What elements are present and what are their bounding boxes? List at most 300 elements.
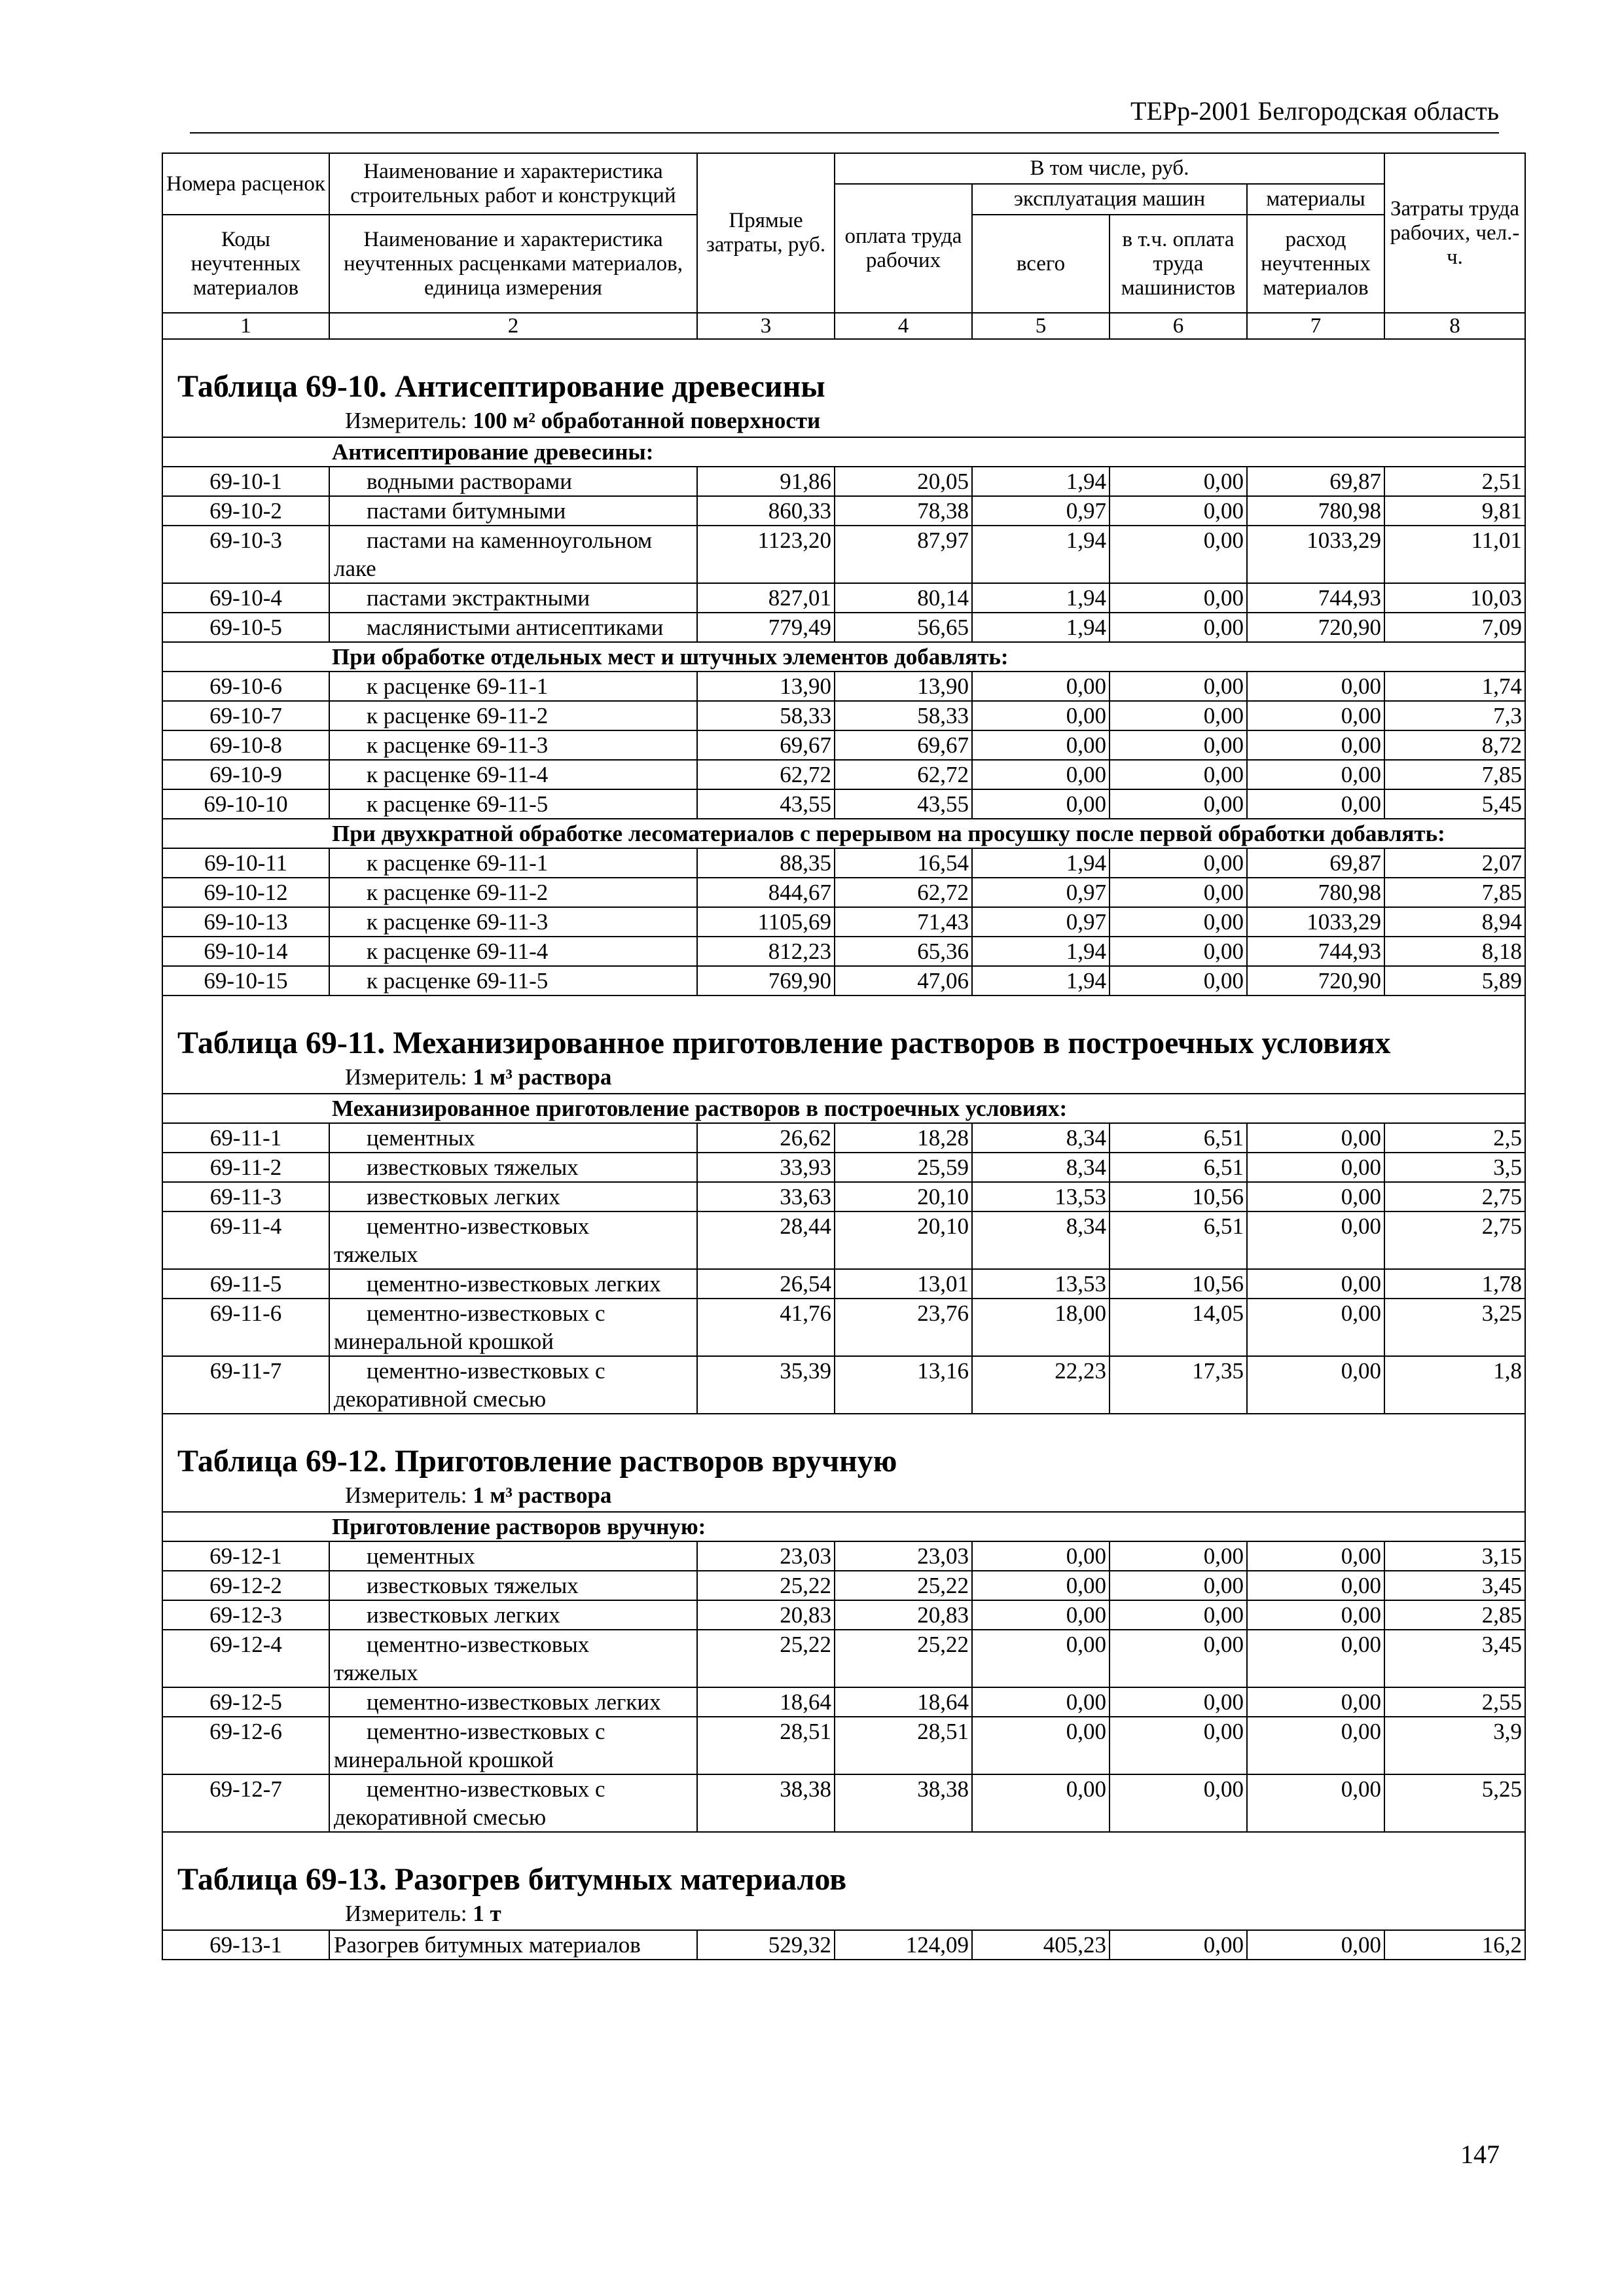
- value-cell: 25,22: [697, 1571, 835, 1600]
- value-cell: 18,64: [697, 1687, 835, 1717]
- value-cell: 62,72: [697, 760, 835, 789]
- table-row: [162, 1571, 1525, 1600]
- value-cell: 5,45: [1384, 789, 1525, 819]
- rate-code: 69-10-15: [162, 966, 329, 996]
- rate-code: 69-10-3: [162, 526, 329, 583]
- value-cell: 26,62: [697, 1123, 835, 1153]
- table-title-row: [162, 1414, 1525, 1512]
- rate-name: [329, 467, 697, 496]
- header-col3: Прямые затраты, руб.: [697, 153, 835, 313]
- value-cell: 844,67: [697, 878, 835, 907]
- value-cell: 41,76: [697, 1299, 835, 1356]
- value-cell: 20,10: [835, 1182, 972, 1211]
- value-cell: 65,36: [835, 937, 972, 966]
- rate-code: 69-11-4: [162, 1211, 329, 1269]
- table-row: [162, 1211, 1525, 1269]
- table-row: [162, 1123, 1525, 1153]
- value-cell: 58,33: [835, 701, 972, 730]
- rate-code: 69-10-12: [162, 878, 329, 907]
- rate-code: 69-10-14: [162, 937, 329, 966]
- rate-name-line: тяжелых: [334, 1660, 418, 1685]
- value-cell: 13,53: [972, 1182, 1110, 1211]
- table-row: [162, 467, 1525, 496]
- rate-name: [329, 937, 697, 966]
- rate-name: [329, 1774, 697, 1832]
- table-title: Таблица 69-13. Разогрев битумных материалов: [177, 1862, 847, 1897]
- value-cell: 0,00: [1110, 1571, 1247, 1600]
- value-cell: 0,00: [1110, 730, 1247, 760]
- rate-name: [329, 1687, 697, 1717]
- header-materials: материалы: [1247, 184, 1384, 215]
- value-cell: 0,00: [1247, 1930, 1384, 1960]
- value-cell: 69,87: [1247, 467, 1384, 496]
- value-cell: 20,83: [835, 1600, 972, 1630]
- rate-name: [329, 1182, 697, 1211]
- section-heading: При двухкратной обработке лесоматериалов с перерывом на просушку после первой обработки добавлять:: [329, 819, 1525, 848]
- measure-label: Измеритель:: [345, 408, 467, 433]
- measure-label: Измеритель:: [345, 1901, 467, 1926]
- value-cell: 22,23: [972, 1356, 1110, 1414]
- value-cell: 20,10: [835, 1211, 972, 1269]
- table-row: [162, 1930, 1525, 1960]
- rate-name: [329, 966, 697, 996]
- value-cell: 2,07: [1384, 848, 1525, 878]
- section-heading: Приготовление растворов вручную:: [329, 1512, 1525, 1541]
- rate-name-line: минеральной крошкой: [334, 1747, 554, 1772]
- value-cell: 0,00: [972, 1774, 1110, 1832]
- value-cell: 0,00: [972, 672, 1110, 701]
- table-row: [162, 730, 1525, 760]
- rate-code: 69-10-6: [162, 672, 329, 701]
- value-cell: 8,18: [1384, 937, 1525, 966]
- table-row: [162, 1774, 1525, 1832]
- value-cell: 0,00: [1247, 1541, 1384, 1571]
- value-cell: 69,67: [835, 730, 972, 760]
- value-cell: 5,25: [1384, 1774, 1525, 1832]
- rate-code: 69-12-4: [162, 1630, 329, 1687]
- table-title: Таблица 69-11. Механизированное приготовление растворов в построечных условиях: [177, 1026, 1391, 1060]
- value-cell: 405,23: [972, 1930, 1110, 1960]
- table-row: [162, 613, 1525, 642]
- value-cell: 43,55: [835, 789, 972, 819]
- value-cell: 0,00: [1247, 760, 1384, 789]
- rate-name-line: пастами битумными: [367, 498, 566, 524]
- rate-name-line: известковых тяжелых: [367, 1155, 579, 1180]
- rate-name: [329, 1541, 697, 1571]
- value-cell: 35,39: [697, 1356, 835, 1414]
- rate-code: 69-11-2: [162, 1153, 329, 1182]
- value-cell: 827,01: [697, 583, 835, 613]
- value-cell: 1,74: [1384, 672, 1525, 701]
- section-blank-cell: [162, 1512, 329, 1541]
- value-cell: 2,75: [1384, 1211, 1525, 1269]
- value-cell: 0,00: [1247, 1630, 1384, 1687]
- value-cell: 25,22: [697, 1630, 835, 1687]
- value-cell: 28,44: [697, 1211, 835, 1269]
- header-col8: Затраты труда рабочих, чел.-ч.: [1384, 153, 1525, 313]
- value-cell: 17,35: [1110, 1356, 1247, 1414]
- rate-code: 69-10-11: [162, 848, 329, 878]
- value-cell: 7,85: [1384, 878, 1525, 907]
- rate-code: 69-11-7: [162, 1356, 329, 1414]
- rate-code: 69-12-3: [162, 1600, 329, 1630]
- rate-name-line: цементно-известковых: [367, 1632, 590, 1657]
- rate-code: 69-10-5: [162, 613, 329, 642]
- value-cell: 3,45: [1384, 1571, 1525, 1600]
- header-col4: оплата труда рабочих: [835, 184, 972, 313]
- rate-name-line: маслянистыми антисептиками: [367, 615, 664, 640]
- value-cell: 28,51: [697, 1717, 835, 1774]
- value-cell: 860,33: [697, 496, 835, 526]
- value-cell: 0,00: [1110, 848, 1247, 878]
- rate-name: [329, 1269, 697, 1299]
- value-cell: 20,05: [835, 467, 972, 496]
- value-cell: 0,00: [972, 1541, 1110, 1571]
- section-heading-row: [162, 1094, 1525, 1123]
- value-cell: 69,67: [697, 730, 835, 760]
- value-cell: 13,90: [835, 672, 972, 701]
- value-cell: 33,63: [697, 1182, 835, 1211]
- rates-table: [162, 152, 1526, 1960]
- value-cell: 62,72: [835, 878, 972, 907]
- rate-name-line: пастами на каменноугольном: [367, 528, 653, 553]
- rate-name-line: к расценке 69-11-3: [367, 732, 549, 758]
- value-cell: 0,00: [1247, 1153, 1384, 1182]
- value-cell: 0,00: [1110, 1541, 1247, 1571]
- section-heading: При обработке отдельных мест и штучных элементов добавлять:: [329, 642, 1525, 672]
- col-number: 7: [1247, 313, 1384, 339]
- rate-name: [329, 907, 697, 937]
- value-cell: 769,90: [697, 966, 835, 996]
- value-cell: 7,3: [1384, 701, 1525, 730]
- rate-name-line: цементно-известковых с: [367, 1300, 605, 1326]
- value-cell: 0,00: [1110, 583, 1247, 613]
- value-cell: 0,97: [972, 907, 1110, 937]
- rate-code: 69-10-1: [162, 467, 329, 496]
- rate-code: 69-10-13: [162, 907, 329, 937]
- value-cell: 25,22: [835, 1571, 972, 1600]
- header-col1-top: Номера расценок: [162, 153, 329, 215]
- rate-name: [329, 1600, 697, 1630]
- rate-name-line: лаке: [334, 556, 376, 581]
- rate-name-line: к расценке 69-11-1: [367, 850, 549, 876]
- value-cell: 0,00: [1247, 1211, 1384, 1269]
- value-cell: 47,06: [835, 966, 972, 996]
- value-cell: 124,09: [835, 1930, 972, 1960]
- value-cell: 720,90: [1247, 613, 1384, 642]
- table-row: [162, 1269, 1525, 1299]
- table-row: [162, 878, 1525, 907]
- col-number: 5: [972, 313, 1110, 339]
- value-cell: 11,01: [1384, 526, 1525, 583]
- header-col2-bottom: Наименование и характеристика неучтенных расценками материалов, единица измерения: [329, 215, 697, 313]
- rate-name: [329, 1930, 697, 1960]
- value-cell: 13,01: [835, 1269, 972, 1299]
- rate-name-line: декоративной смесью: [334, 1386, 547, 1412]
- rate-code: 69-10-9: [162, 760, 329, 789]
- table-title-row: [162, 1832, 1525, 1930]
- rate-name-line: минеральной крошкой: [334, 1329, 554, 1354]
- value-cell: 7,09: [1384, 613, 1525, 642]
- value-cell: 43,55: [697, 789, 835, 819]
- rate-code: 69-11-5: [162, 1269, 329, 1299]
- rate-name: [329, 1630, 697, 1687]
- rate-name-line: к расценке 69-11-5: [367, 791, 549, 817]
- section-blank-cell: [162, 437, 329, 467]
- section-heading-row: [162, 1512, 1525, 1541]
- value-cell: 18,00: [972, 1299, 1110, 1356]
- table-body: [162, 339, 1525, 1960]
- running-header: ТЕРр-2001 Белгородская область: [190, 92, 1499, 134]
- rate-code: 69-10-2: [162, 496, 329, 526]
- value-cell: 3,5: [1384, 1153, 1525, 1182]
- value-cell: 1,94: [972, 966, 1110, 996]
- value-cell: 78,38: [835, 496, 972, 526]
- value-cell: 0,00: [972, 760, 1110, 789]
- rate-name: [329, 1153, 697, 1182]
- table-title-cell: [162, 1832, 1525, 1930]
- header-col2-top: Наименование и характеристика строительных работ и конструкций: [329, 153, 697, 215]
- rate-name-line: к расценке 69-11-4: [367, 762, 549, 787]
- rate-code: 69-12-2: [162, 1571, 329, 1600]
- value-cell: 1,94: [972, 937, 1110, 966]
- rate-name-line: известковых легких: [367, 1184, 560, 1210]
- value-cell: 0,00: [1247, 1571, 1384, 1600]
- rate-name: [329, 878, 697, 907]
- table-row: [162, 1687, 1525, 1717]
- rate-name-line: известковых легких: [367, 1602, 560, 1628]
- value-cell: 0,00: [972, 789, 1110, 819]
- table-row: [162, 760, 1525, 789]
- value-cell: 0,00: [1247, 701, 1384, 730]
- header-col5: всего: [972, 215, 1110, 313]
- header-col1-bottom: Коды неучтенных материалов: [162, 215, 329, 313]
- rate-name: [329, 526, 697, 583]
- value-cell: 0,00: [1247, 1774, 1384, 1832]
- value-cell: 0,00: [1110, 878, 1247, 907]
- rate-name-line: цементных: [367, 1125, 475, 1151]
- measure-value: 100 м² обработанной поверхности: [473, 408, 821, 433]
- value-cell: 0,00: [1110, 789, 1247, 819]
- value-cell: 0,00: [1247, 730, 1384, 760]
- value-cell: 3,25: [1384, 1299, 1525, 1356]
- value-cell: 6,51: [1110, 1211, 1247, 1269]
- section-heading-row: [162, 437, 1525, 467]
- rate-name: [329, 1123, 697, 1153]
- value-cell: 71,43: [835, 907, 972, 937]
- rate-name-line: цементно-известковых с: [367, 1776, 605, 1802]
- value-cell: 25,59: [835, 1153, 972, 1182]
- value-cell: 0,00: [1247, 1269, 1384, 1299]
- value-cell: 780,98: [1247, 496, 1384, 526]
- value-cell: 3,9: [1384, 1717, 1525, 1774]
- measure-line: [177, 1899, 1510, 1929]
- rate-code: 69-10-7: [162, 701, 329, 730]
- table-row: [162, 937, 1525, 966]
- value-cell: 38,38: [697, 1774, 835, 1832]
- value-cell: 26,54: [697, 1269, 835, 1299]
- value-cell: 8,34: [972, 1123, 1110, 1153]
- value-cell: 812,23: [697, 937, 835, 966]
- value-cell: 80,14: [835, 583, 972, 613]
- rate-code: 69-10-10: [162, 789, 329, 819]
- rate-name-line: к расценке 69-11-2: [367, 880, 549, 905]
- value-cell: 33,93: [697, 1153, 835, 1182]
- value-cell: 56,65: [835, 613, 972, 642]
- col-number: 1: [162, 313, 329, 339]
- table-row: [162, 907, 1525, 937]
- table-row: [162, 583, 1525, 613]
- measure-value: 1 т: [473, 1901, 501, 1926]
- value-cell: 8,94: [1384, 907, 1525, 937]
- value-cell: 0,00: [972, 1630, 1110, 1687]
- value-cell: 7,85: [1384, 760, 1525, 789]
- value-cell: 13,90: [697, 672, 835, 701]
- value-cell: 2,5: [1384, 1123, 1525, 1153]
- rate-code: 69-12-6: [162, 1717, 329, 1774]
- value-cell: 0,00: [1110, 1600, 1247, 1630]
- table-row: [162, 1630, 1525, 1687]
- measure-line: [177, 1481, 1510, 1511]
- value-cell: 0,00: [1247, 1717, 1384, 1774]
- value-cell: 18,28: [835, 1123, 972, 1153]
- rate-name-line: цементно-известковых легких: [367, 1689, 661, 1715]
- value-cell: 0,00: [972, 1600, 1110, 1630]
- col-number: 2: [329, 313, 697, 339]
- value-cell: 13,16: [835, 1356, 972, 1414]
- value-cell: 16,2: [1384, 1930, 1525, 1960]
- value-cell: 3,45: [1384, 1630, 1525, 1687]
- value-cell: 8,34: [972, 1211, 1110, 1269]
- value-cell: 529,32: [697, 1930, 835, 1960]
- table-row: [162, 789, 1525, 819]
- rate-name: [329, 496, 697, 526]
- value-cell: 0,00: [1110, 937, 1247, 966]
- table-row: [162, 848, 1525, 878]
- value-cell: 0,00: [1110, 672, 1247, 701]
- rate-name-line: тяжелых: [334, 1242, 418, 1267]
- rate-name-line: цементно-известковых с: [367, 1719, 605, 1744]
- value-cell: 28,51: [835, 1717, 972, 1774]
- rate-name: [329, 789, 697, 819]
- value-cell: 3,15: [1384, 1541, 1525, 1571]
- value-cell: 0,00: [1247, 1123, 1384, 1153]
- value-cell: 0,00: [1110, 1930, 1247, 1960]
- value-cell: 23,03: [835, 1541, 972, 1571]
- value-cell: 1,94: [972, 526, 1110, 583]
- value-cell: 58,33: [697, 701, 835, 730]
- value-cell: 0,00: [1110, 1717, 1247, 1774]
- header-group: В том числе, руб.: [835, 153, 1384, 184]
- rate-name: [329, 701, 697, 730]
- value-cell: 0,00: [972, 1571, 1110, 1600]
- value-cell: 1,94: [972, 613, 1110, 642]
- value-cell: 25,22: [835, 1630, 972, 1687]
- value-cell: 0,00: [1247, 1356, 1384, 1414]
- rate-name-line: цементно-известковых с: [367, 1358, 605, 1384]
- value-cell: 0,00: [1110, 907, 1247, 937]
- value-cell: 0,00: [1110, 966, 1247, 996]
- rate-name-line: Разогрев битумных материалов: [334, 1932, 641, 1958]
- rate-name: [329, 760, 697, 789]
- rate-name: [329, 1211, 697, 1269]
- rate-name-line: цементных: [367, 1543, 475, 1569]
- table-title-cell: [162, 1414, 1525, 1512]
- measure-label: Измеритель:: [345, 1482, 467, 1508]
- rate-name: [329, 848, 697, 878]
- rate-name: [329, 1356, 697, 1414]
- value-cell: 6,51: [1110, 1153, 1247, 1182]
- rate-code: 69-11-3: [162, 1182, 329, 1211]
- rate-name-line: водными растворами: [367, 469, 573, 494]
- rate-name: [329, 1299, 697, 1356]
- rate-name-line: известковых тяжелых: [367, 1573, 579, 1598]
- table-row: [162, 1600, 1525, 1630]
- value-cell: 14,05: [1110, 1299, 1247, 1356]
- value-cell: 0,00: [1247, 1299, 1384, 1356]
- header-col6: в т.ч. оплата труда машинистов: [1110, 215, 1247, 313]
- table-title-cell: [162, 996, 1525, 1094]
- table-row: [162, 1182, 1525, 1211]
- table-row: [162, 1717, 1525, 1774]
- value-cell: 1,94: [972, 848, 1110, 878]
- value-cell: 1123,20: [697, 526, 835, 583]
- rate-name-line: декоративной смесью: [334, 1804, 547, 1830]
- rate-name: [329, 613, 697, 642]
- rate-name-line: пастами экстрактными: [367, 585, 590, 611]
- value-cell: 0,00: [1247, 1600, 1384, 1630]
- value-cell: 0,00: [1110, 1687, 1247, 1717]
- table-row: [162, 526, 1525, 583]
- section-heading-row: [162, 819, 1525, 848]
- value-cell: 20,83: [697, 1600, 835, 1630]
- table-title: Таблица 69-12. Приготовление растворов вручную: [177, 1444, 897, 1479]
- rate-code: 69-10-4: [162, 583, 329, 613]
- measure-label: Измеритель:: [345, 1064, 467, 1090]
- column-numbers: [162, 313, 1525, 339]
- rate-name: [329, 583, 697, 613]
- value-cell: 780,98: [1247, 878, 1384, 907]
- value-cell: 0,00: [972, 701, 1110, 730]
- rate-code: 69-12-7: [162, 1774, 329, 1832]
- value-cell: 9,81: [1384, 496, 1525, 526]
- value-cell: 0,00: [1110, 526, 1247, 583]
- section-blank-cell: [162, 642, 329, 672]
- rate-name: [329, 672, 697, 701]
- rate-name-line: к расценке 69-11-4: [367, 939, 549, 964]
- value-cell: 8,72: [1384, 730, 1525, 760]
- value-cell: 720,90: [1247, 966, 1384, 996]
- rate-name-line: к расценке 69-11-3: [367, 909, 549, 935]
- rate-code: 69-12-5: [162, 1687, 329, 1717]
- value-cell: 0,00: [972, 1687, 1110, 1717]
- value-cell: 62,72: [835, 760, 972, 789]
- value-cell: 5,89: [1384, 966, 1525, 996]
- value-cell: 0,00: [1110, 613, 1247, 642]
- table-title: Таблица 69-10. Антисептирование древесины: [177, 369, 825, 404]
- section-blank-cell: [162, 819, 329, 848]
- table-header: [162, 153, 1525, 339]
- header-col7: расход неучтенных материалов: [1247, 215, 1384, 313]
- value-cell: 0,00: [1110, 467, 1247, 496]
- value-cell: 91,86: [697, 467, 835, 496]
- value-cell: 10,03: [1384, 583, 1525, 613]
- table-row: [162, 1541, 1525, 1571]
- value-cell: 2,75: [1384, 1182, 1525, 1211]
- value-cell: 0,00: [972, 1717, 1110, 1774]
- value-cell: 38,38: [835, 1774, 972, 1832]
- measure-value: 1 м³ раствора: [473, 1482, 612, 1508]
